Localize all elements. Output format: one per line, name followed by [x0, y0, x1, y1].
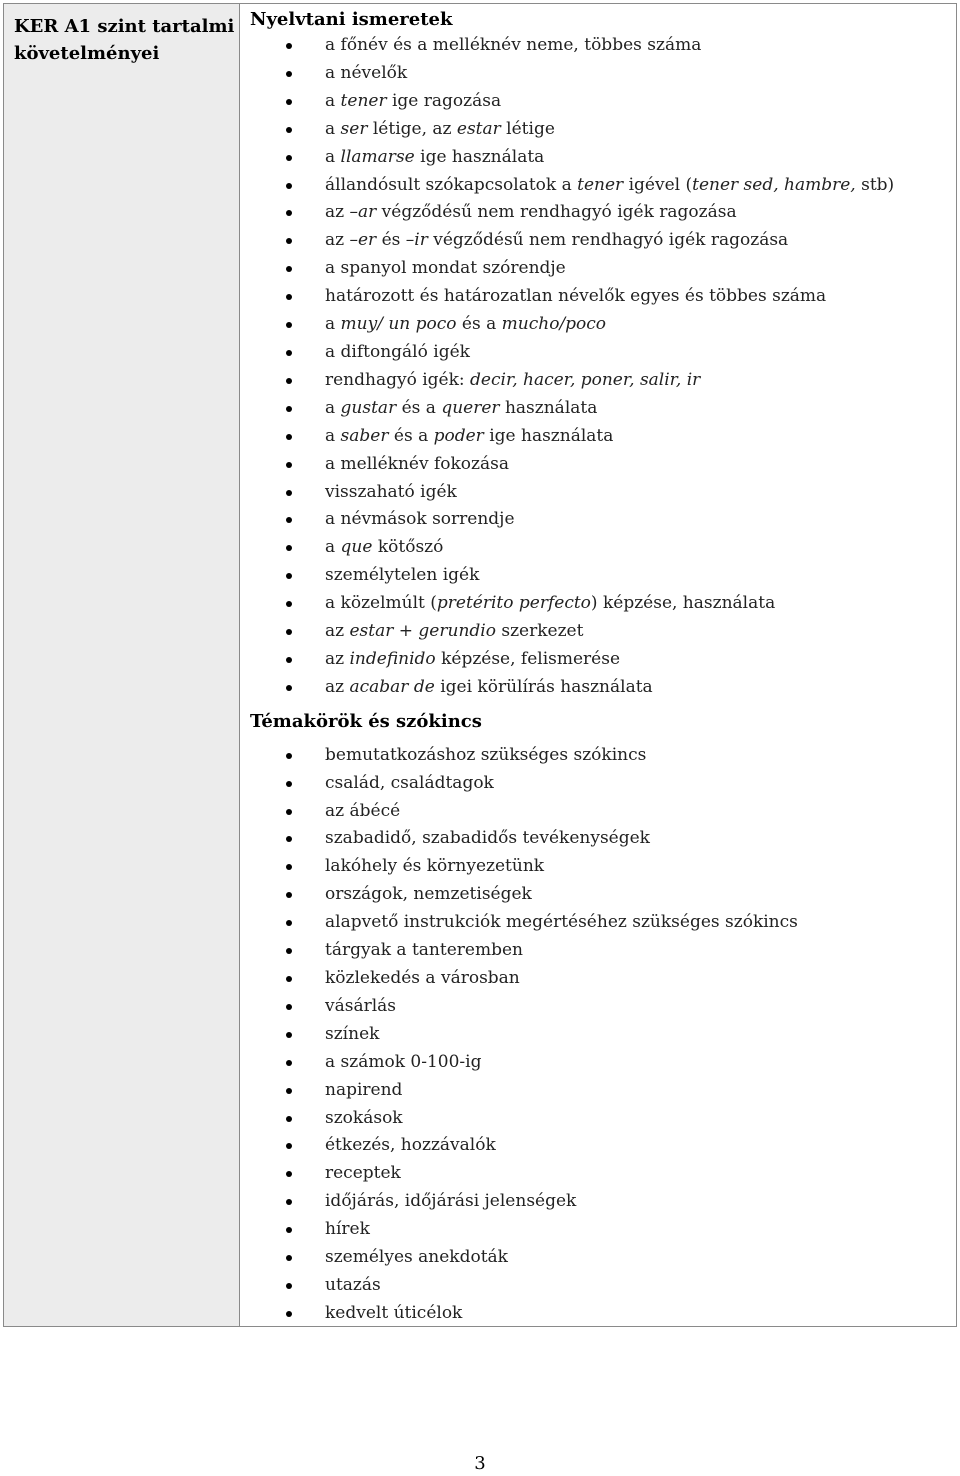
- bullet-icon: [286, 1227, 292, 1233]
- list-item: [250, 32, 956, 60]
- bullet-icon: [286, 127, 292, 133]
- bullet-icon: [286, 322, 292, 328]
- bullet-icon: [286, 266, 292, 272]
- list-item: [250, 1077, 956, 1105]
- bullet-icon: [286, 71, 292, 77]
- list-item-text: a közelmúlt (pretérito perfecto) képzése, használata: [325, 593, 776, 614]
- list-item-text: az –ar végződésű nem rendhagyó igék ragozása: [325, 202, 737, 223]
- list-item: [250, 1272, 956, 1300]
- list-item: [250, 1244, 956, 1272]
- list-item: [250, 395, 956, 423]
- bullet-icon: [286, 864, 292, 870]
- bullet-icon: [286, 657, 292, 663]
- list-item-text: közlekedés a városban: [325, 968, 520, 988]
- list-item: [250, 116, 956, 144]
- list-item-text: család, családtagok: [325, 772, 494, 793]
- list-item: [250, 562, 956, 590]
- list-item: [250, 367, 956, 395]
- list-item-text: alapvető instrukciók megértéséhez szükséges szókincs: [325, 912, 798, 933]
- list-item-text: a diftongáló igék: [325, 341, 470, 362]
- list-item: [250, 88, 956, 116]
- list-item-text: a gustar és a querer használata: [325, 397, 598, 418]
- bullet-icon: [286, 43, 292, 49]
- bullet-icon: [286, 1171, 292, 1177]
- list-item-text: tárgyak a tanteremben: [325, 940, 523, 961]
- list-item-text: személytelen igék: [325, 565, 480, 586]
- list-item: [250, 283, 956, 311]
- list-item-text: személyes anekdoták: [325, 1247, 508, 1268]
- list-item-text: határozott és határozatlan névelők egyes és többes száma: [325, 286, 827, 307]
- list-item: [250, 825, 956, 853]
- bullet-icon: [286, 1088, 292, 1094]
- bullet-icon: [286, 629, 292, 635]
- bullet-icon: [286, 920, 292, 926]
- list-item-text: hírek: [325, 1219, 370, 1240]
- list-item-text: a számok 0-100-ig: [325, 1051, 482, 1072]
- list-item: [250, 909, 956, 937]
- list-item: [250, 965, 956, 993]
- list-item-text: az indefinido képzése, felismerése: [325, 648, 621, 669]
- page-number: 3: [474, 1453, 486, 1474]
- bullet-icon: [286, 210, 292, 216]
- list-item-text: kedvelt úticélok: [325, 1302, 463, 1323]
- bullet-icon: [286, 378, 292, 384]
- bullet-icon: [286, 462, 292, 468]
- list-item: [250, 590, 956, 618]
- bullet-icon: [286, 1199, 292, 1205]
- bullet-icon: [286, 490, 292, 496]
- list-item-text: szokások: [325, 1107, 403, 1128]
- list-item: [250, 144, 956, 172]
- list-item-text: a névmások sorrendje: [325, 509, 515, 530]
- list-item-text: a muy/ un poco és a mucho/poco: [325, 314, 607, 335]
- bullet-icon: [286, 781, 292, 787]
- list-item-text: a ser létige, az estar létige: [325, 118, 555, 139]
- bullet-icon: [286, 753, 292, 759]
- list-item-text: lakóhely és környezetünk: [325, 856, 545, 877]
- list-item-text: bemutatkozáshoz szükséges szókincs: [325, 744, 647, 765]
- list-item-text: országok, nemzetiségek: [325, 884, 532, 905]
- bullet-icon: [286, 809, 292, 815]
- list-item-text: időjárás, időjárási jelenségek: [325, 1191, 577, 1212]
- list-item-text: a névelők: [325, 62, 408, 83]
- list-item: [250, 534, 956, 562]
- bullet-icon: [286, 294, 292, 300]
- list-item: [250, 1300, 956, 1328]
- list-item-text: a spanyol mondat szórendje: [325, 258, 566, 279]
- bullet-icon: [286, 238, 292, 244]
- list-item-text: napirend: [325, 1079, 403, 1100]
- list-item-text: az acabar de igei körülírás használata: [325, 676, 653, 697]
- bullet-icon: [286, 1283, 292, 1289]
- list-item-text: receptek: [325, 1163, 401, 1184]
- list-item: [250, 881, 956, 909]
- list-item-text: az estar + gerundio szerkezet: [325, 621, 584, 642]
- bullet-icon: [286, 545, 292, 551]
- bullet-icon: [286, 1060, 292, 1066]
- list-item: [250, 451, 956, 479]
- table-right-cell: [240, 4, 956, 1326]
- bullet-icon: [286, 183, 292, 189]
- list-item: [250, 506, 956, 534]
- list-item: [250, 674, 956, 702]
- level-heading: KER A1 szint tartalmi követelményei: [14, 16, 235, 64]
- list-item-text: állandósult szókapcsolatok a tener igével (tener sed, hambre, stb): [325, 174, 895, 195]
- list-item: [250, 339, 956, 367]
- list-item-text: színek: [325, 1023, 380, 1044]
- list-item: [250, 311, 956, 339]
- bullet-icon: [286, 1116, 292, 1122]
- list-item: [250, 798, 956, 826]
- bullet-icon: [286, 155, 292, 161]
- list-item-text: étkezés, hozzávalók: [325, 1135, 496, 1156]
- list-item: [250, 937, 956, 965]
- bullet-icon: [286, 573, 292, 579]
- bullet-icon: [286, 976, 292, 982]
- table-left-cell: [4, 4, 240, 1326]
- list-item-text: visszaható igék: [325, 481, 457, 502]
- list-item-text: az ábécé: [325, 800, 401, 821]
- bullet-icon: [286, 948, 292, 954]
- list-item: [250, 646, 956, 674]
- content-table: [3, 3, 957, 1327]
- list-item: [250, 1188, 956, 1216]
- list-item: [250, 618, 956, 646]
- list-item-text: a saber és a poder ige használata: [325, 425, 614, 446]
- list-item: [250, 1021, 956, 1049]
- list-item: [250, 853, 956, 881]
- bullet-icon: [286, 685, 292, 691]
- list-item: [250, 172, 956, 200]
- bullet-icon: [286, 1255, 292, 1261]
- list-item: [250, 993, 956, 1021]
- list-item: [250, 1160, 956, 1188]
- list-item: [250, 60, 956, 88]
- bullet-icon: [286, 601, 292, 607]
- list-item: [250, 1105, 956, 1133]
- list-item-text: a melléknév fokozása: [325, 453, 509, 474]
- list-item-text: a que kötőszó: [325, 537, 444, 558]
- bullet-icon: [286, 1311, 292, 1317]
- list-item-text: a főnév és a melléknév neme, többes száma: [325, 35, 702, 55]
- list-item-text: rendhagyó igék: decir, hacer, poner, salir, ir: [325, 369, 701, 390]
- bullet-icon: [286, 406, 292, 412]
- bullet-icon: [286, 892, 292, 898]
- list-item-text: az –er és –ir végződésű nem rendhagyó igék ragozása: [325, 230, 789, 251]
- grammar-heading: Nyelvtani ismeretek: [250, 9, 453, 30]
- list-item: [250, 1216, 956, 1244]
- topics-heading: Témakörök és szókincs: [250, 710, 482, 732]
- topics-list: [250, 742, 956, 1328]
- list-item: [250, 199, 956, 227]
- list-item-text: a tener ige ragozása: [325, 90, 502, 111]
- list-item: [250, 479, 956, 507]
- list-item: [250, 255, 956, 283]
- bullet-icon: [286, 350, 292, 356]
- list-item-text: vásárlás: [325, 995, 397, 1016]
- list-item: [250, 770, 956, 798]
- list-item-text: a llamarse ige használata: [325, 146, 545, 167]
- list-item-text: szabadidő, szabadidős tevékenységek: [325, 828, 650, 849]
- list-item: [250, 1132, 956, 1160]
- list-item: [250, 423, 956, 451]
- bullet-icon: [286, 1143, 292, 1149]
- bullet-icon: [286, 517, 292, 523]
- list-item: [250, 742, 956, 770]
- bullet-icon: [286, 434, 292, 440]
- grammar-list: [250, 32, 956, 702]
- list-item-text: utazás: [325, 1274, 381, 1295]
- bullet-icon: [286, 99, 292, 105]
- bullet-icon: [286, 1004, 292, 1010]
- list-item: [250, 1049, 956, 1077]
- bullet-icon: [286, 836, 292, 842]
- bullet-icon: [286, 1032, 292, 1038]
- list-item: [250, 227, 956, 255]
